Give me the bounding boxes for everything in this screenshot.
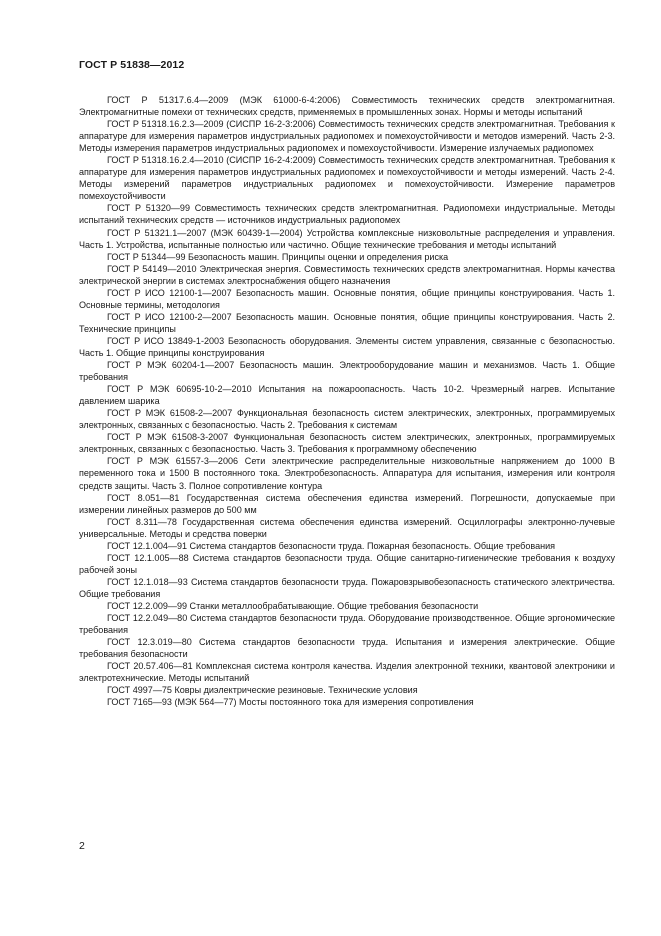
document-header: ГОСТ Р 51838—2012 (79, 59, 185, 71)
reference-entry: ГОСТ Р МЭК 61508-2—2007 Функциональная безопасность систем электрических, электронных, программируемых электронных, связанных с безопасностью. Часть 2. Требования к системам (79, 408, 615, 431)
reference-entry: ГОСТ Р 51321.1—2007 (МЭК 60439-1—2004) Устройства комплексные низковольтные распределения и управления. Часть 1. Устройства, испытанные полностью или частично. Общие технические требования и методы испытаний (79, 227, 615, 250)
reference-entry: ГОСТ Р 54149—2010 Электрическая энергия. Совместимость технических средств электромагнитная. Нормы качества электрической энергии в системах электроснабжения общего назначения (79, 263, 615, 286)
reference-entry: ГОСТ 8.311—78 Государственная система обеспечения единства измерений. Осциллографы электронно-лучевые универсальные. Методы и средства поверки (79, 516, 615, 539)
reference-entry: ГОСТ 7165—93 (МЭК 564—77) Мосты постоянного тока для измерения сопротивления (107, 697, 474, 708)
reference-entry: ГОСТ Р ИСО 12100-1—2007 Безопасность машин. Основные понятия, общие принципы конструирования. Часть 1. Основные термины, методология (79, 287, 615, 310)
reference-entry: ГОСТ 12.1.004—91 Система стандартов безопасности труда. Пожарная безопасность. Общие требования (107, 540, 556, 551)
reference-entry: ГОСТ 12.1.005—88 Система стандартов безопасности труда. Общие санитарно-гигиенические требования к воздуху рабочей зоны (79, 552, 615, 575)
page-number: 2 (79, 840, 85, 852)
reference-entry: ГОСТ 12.1.018—93 Система стандартов безопасности труда. Пожаровзрывобезопасность статического электричества. Общие требования (79, 576, 615, 599)
reference-entry: ГОСТ Р 51318.16.2.4—2010 (СИСПР 16-2-4:2009) Совместимость технических средств электромагнитная. Требования к аппаратуре для измерения параметров индустриальных радиопомех и помехоустойчивости и методы измерений. Часть 2-4. Методы измерений параметров индустриальных радиопомех и помехоустойчивости. Измерение параметров помехоустойчивости (79, 155, 615, 202)
normative-references-list (79, 94, 615, 708)
reference-entry: ГОСТ Р ИСО 13849-1-2003 Безопасность оборудования. Элементы систем управления, связанные с безопасностью. Часть 1. Общие принципы конструирования (79, 335, 615, 358)
reference-entry: ГОСТ 12.2.009—99 Станки металлообрабатывающие. Общие требования безопасности (107, 600, 479, 611)
reference-entry: ГОСТ 12.3.019—80 Система стандартов безопасности труда. Испытания и измерения электрические. Общие требования безопасности (79, 637, 615, 660)
reference-entry: ГОСТ Р 51318.16.2.3—2009 (СИСПР 16-2-3:2006) Совместимость технических средств электромагнитная. Требования к аппаратуре для измерения параметров индустриальных радиопомех и помехоустойчивости и методов измерений. Часть 2-3. Методы измерения параметров индустриальных радиопомех и помехоустойчивости. Измерение излучаемых радиопомех (79, 119, 615, 154)
reference-entry: ГОСТ Р МЭК 61557-3—2006 Сети электрические распределительные низковольтные напряжением до 1000 В переменного тока и 1500 В постоянного тока. Электробезопасность. Аппаратура для испытания, измерения или контроля средств защиты. Часть 3. Полное сопротивление контура (79, 456, 615, 491)
reference-entry: ГОСТ Р МЭК 60204-1—2007 Безопасность машин. Электрооборудование машин и механизмов. Часть 1. Общие требования (79, 360, 615, 383)
reference-entry: ГОСТ 20.57.406—81 Комплексная система контроля качества. Изделия электронной техники, квантовой электроники и электротехнические. Методы испытаний (79, 661, 615, 684)
reference-entry: ГОСТ Р МЭК 60695-10-2—2010 Испытания на пожароопасность. Часть 10-2. Чрезмерный нагрев. Испытание давлением шарика (79, 384, 615, 407)
reference-entry: ГОСТ 12.2.049—80 Система стандартов безопасности труда. Оборудование производственное. Общие эргономические требования (79, 613, 615, 636)
reference-entry: ГОСТ Р МЭК 61508-3-2007 Функциональная безопасность систем электрических, электронных, программируемых электронных, связанных с безопасностью. Часть 3. Требования к программному обеспечению (79, 432, 615, 455)
reference-entry: ГОСТ 8.051—81 Государственная система обеспечения единства измерений. Погрешности, допускаемые при измерении линейных размеров до 500 мм (79, 492, 615, 515)
reference-entry: ГОСТ Р 51344—99 Безопасность машин. Принципы оценки и определения риска (107, 251, 449, 262)
reference-entry: ГОСТ Р 51320—99 Совместимость технических средств электромагнитная. Радиопомехи индустриальные. Методы испытаний технических средств — источников индустриальных радиопомех (79, 203, 615, 226)
reference-entry: ГОСТ 4997—75 Ковры диэлектрические резиновые. Технические условия (107, 685, 418, 696)
reference-entry: ГОСТ Р 51317.6.4—2009 (МЭК 61000-6-4:2006) Совместимость технических средств электромагнитная. Электромагнитные помехи от технических средств, применяемых в промышленных зонах. Нормы и методы испытаний (79, 95, 615, 118)
reference-entry: ГОСТ Р ИСО 12100-2—2007 Безопасность машин. Основные понятия, общие принципы конструирования. Часть 2. Технические принципы (79, 311, 615, 334)
